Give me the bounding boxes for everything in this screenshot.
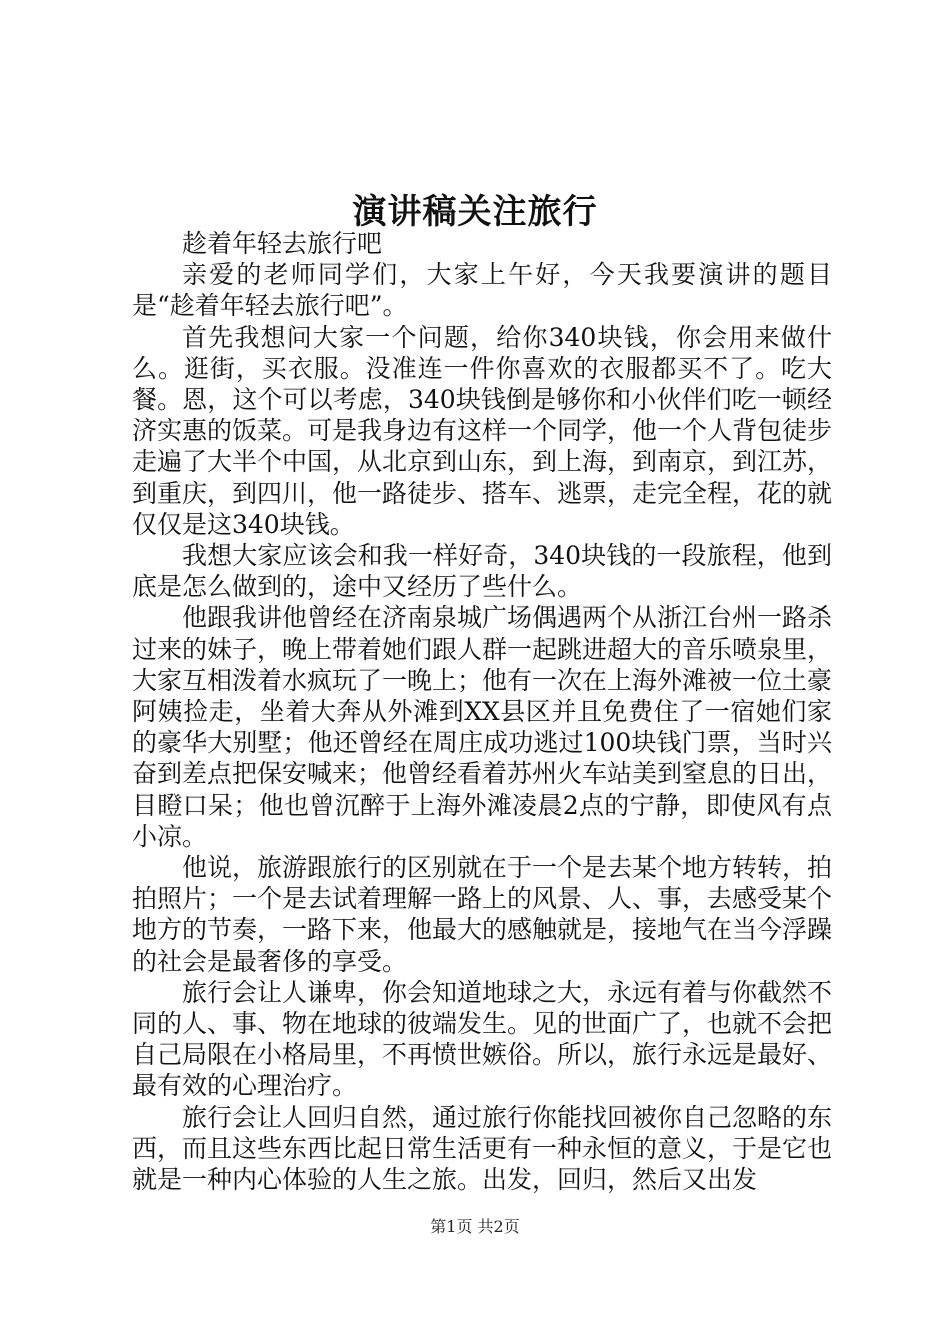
paragraph-humility: 旅行会让人谦卑，你会知道地球之大，永远有着与你截然不同的人、事、物在地球的彼端发生。见的世面广了，也就不会把自己局限在小格局里，不再愤世嫉俗。所以，旅行永远是最好、最有效的心理治疗。 bbox=[132, 977, 833, 1101]
paragraph-greeting: 亲爱的老师同学们，大家上午好，今天我要演讲的题目是“趁着年轻去旅行吧”。 bbox=[132, 260, 832, 321]
page-footer: 第1页 共2页 bbox=[430, 1217, 520, 1236]
paragraph-curiosity: 我想大家应该会和我一样好奇，340块钱的一段旅程，他到底是怎么做到的，途中又经历了些什么。 bbox=[132, 541, 832, 602]
paragraph-difference: 他说，旅游跟旅行的区别就在于一个是去某个地方转转，拍拍照片；一个是去试着理解一路上的风景、人、事，去感受某个地方的节奏，一路下来，他最大的感触就是，接地气在当今浮躁的社会是最奢侈的享受。 bbox=[132, 853, 833, 976]
document-body bbox=[132, 228, 832, 1195]
paragraph-question: 首先我想问大家一个问题，给你340块钱，你会用来做什么。逛街，买衣服。没准连一件你喜欢的衣服都买不了。吃大餐。恩，这个可以考虑，340块钱倒是够你和小伙伴们吃一顿经济实惠的饭菜。可是我身边有这样一个同学，他一个人背包徒步走遍了大半个中国，从北京到山东，到上海，到南京，到江苏，到重庆，到四川，他一路徒步、搭车、逃票，走完全程，花的就仅仅是这340块钱。 bbox=[132, 322, 833, 539]
paragraph-nature: 旅行会让人回归自然，通过旅行你能找回被你自己忽略的东西，而且这些东西比起日常生活更有一种永恒的意义，于是它也就是一种内心体验的人生之旅。出发，回归，然后又出发 bbox=[132, 1102, 833, 1195]
document-title: 演讲稿关注旅行 bbox=[352, 192, 598, 232]
paragraph-subtitle: 趁着年轻去旅行吧 bbox=[182, 229, 383, 258]
paragraph-stories: 他跟我讲他曾经在济南泉城广场偶遇两个从浙江台州一路杀过来的妹子，晚上带着她们跟人群一起跳进超大的音乐喷泉里，大家互相泼着水疯玩了一晚上；他有一次在上海外滩被一位土豪阿姨捡走，坐着大奔从外滩到XX县区并且免费住了一宿她们家的豪华大别墅；他还曾经在周庄成功逃过100块钱门票，当时兴奋到差点把保安喊来；他曾经看着苏州火车站美到窒息的日出，目瞪口呆；他也曾沉醉于上海外滩凌晨2点的宁静，即使风有点小凉。 bbox=[132, 603, 833, 851]
